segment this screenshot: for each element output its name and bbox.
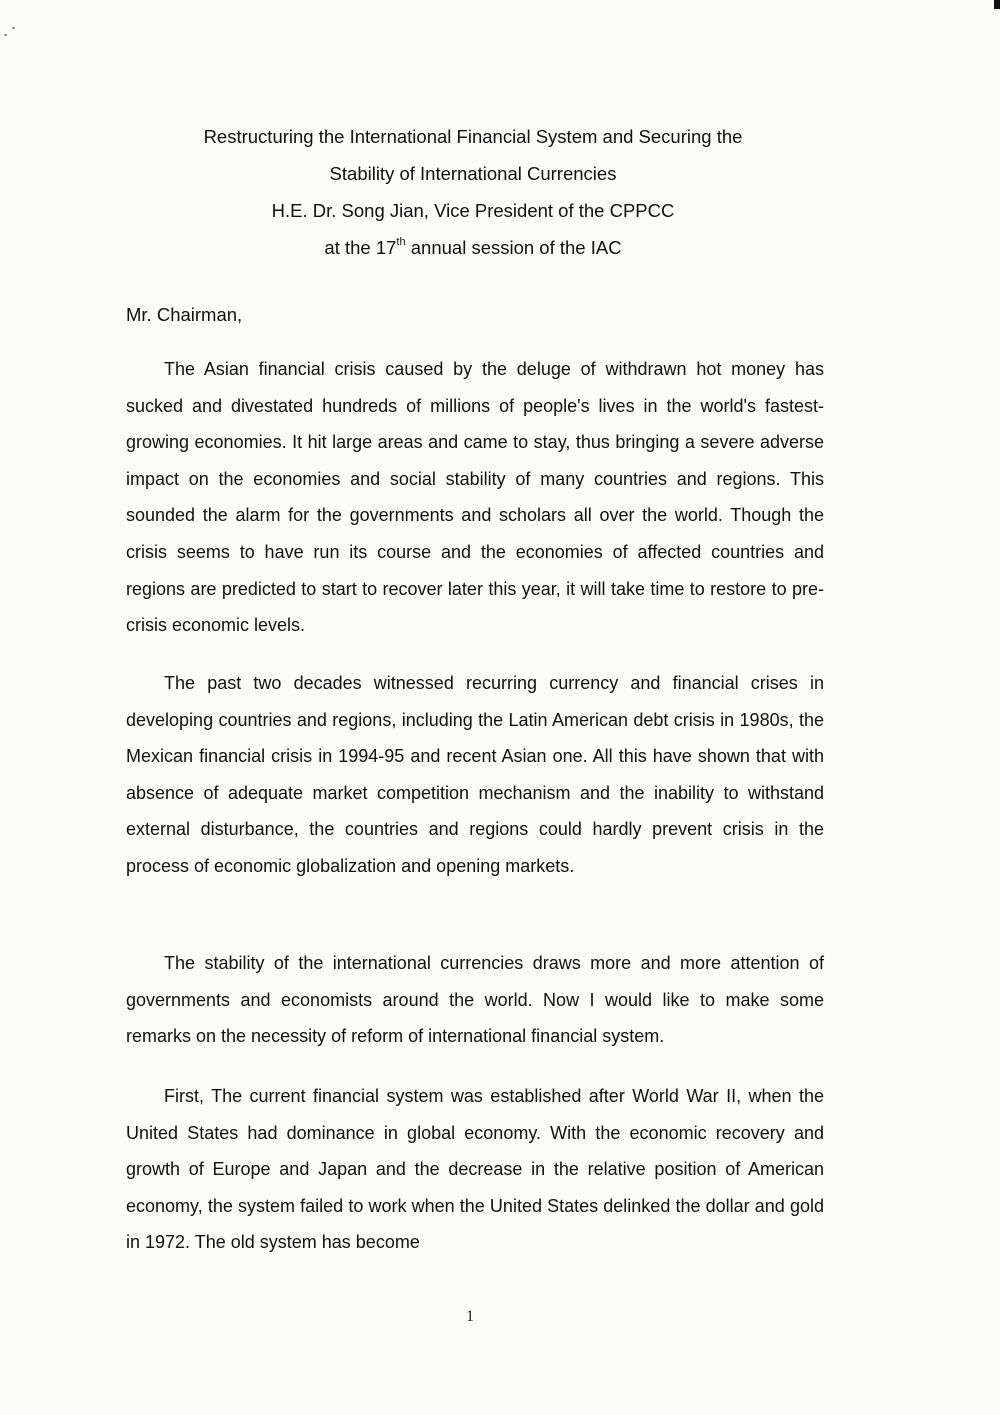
document-title-line-1: Restructuring the International Financial System and Securing the: [203, 126, 743, 147]
session-line-suffix: annual session of the IAC: [405, 237, 622, 258]
page-number: 1: [466, 1308, 474, 1325]
body-paragraph-2: The past two decades witnessed recurring currency and financial crises in developing countries and regions, including the Latin American debt crisis in 1980s, the Mexican financial crisis in 1994-95 and recent Asian one. All this have shown that with absence of adequate market competition mechanism and the inability to withstand external disturbance, the countries and regions could hardly prevent crisis in the process of economic globalization and opening markets.: [126, 673, 824, 876]
scan-corner-mark: [994, 0, 1000, 9]
scan-speck: [4, 34, 7, 36]
session-line-prefix: at the 17: [324, 237, 397, 258]
body-paragraph-3: The stability of the international currencies draws more and more attention of governments and economists around the world. Now I would like to make some remarks on the necessity of reform of international financial system.: [126, 953, 824, 1047]
speaker-line: H.E. Dr. Song Jian, Vice President of the CPPCC: [271, 200, 675, 221]
salutation: Mr. Chairman,: [126, 304, 243, 325]
body-paragraph-1: The Asian financial crisis caused by the deluge of withdrawn hot money has sucked and divestated hundreds of millions of people's lives in the world's fastest-growing economies. It hit large areas and came to stay, thus bringing a severe adverse impact on the economies and social stability of many countries and regions. This sounded the alarm for the governments and scholars all over the world. Though the crisis seems to have run its course and the economies of affected countries and regions are predicted to start to recover later this year, it will take time to restore to pre-crisis economic levels.: [126, 359, 824, 636]
session-line-superscript: th: [396, 235, 406, 248]
session-line: [0, 229, 946, 266]
scan-speck: [12, 27, 15, 29]
body-paragraph-4: First, The current financial system was established after World War II, when the United States had dominance in global economy. With the economic recovery and growth of Europe and Japan and the decrease in the relative position of American economy, the system failed to work when the United States delinked the dollar and gold in 1972. The old system has become: [126, 1086, 824, 1253]
document-title-block: [0, 118, 946, 266]
document-title-line-2: Stability of International Currencies: [329, 163, 617, 184]
